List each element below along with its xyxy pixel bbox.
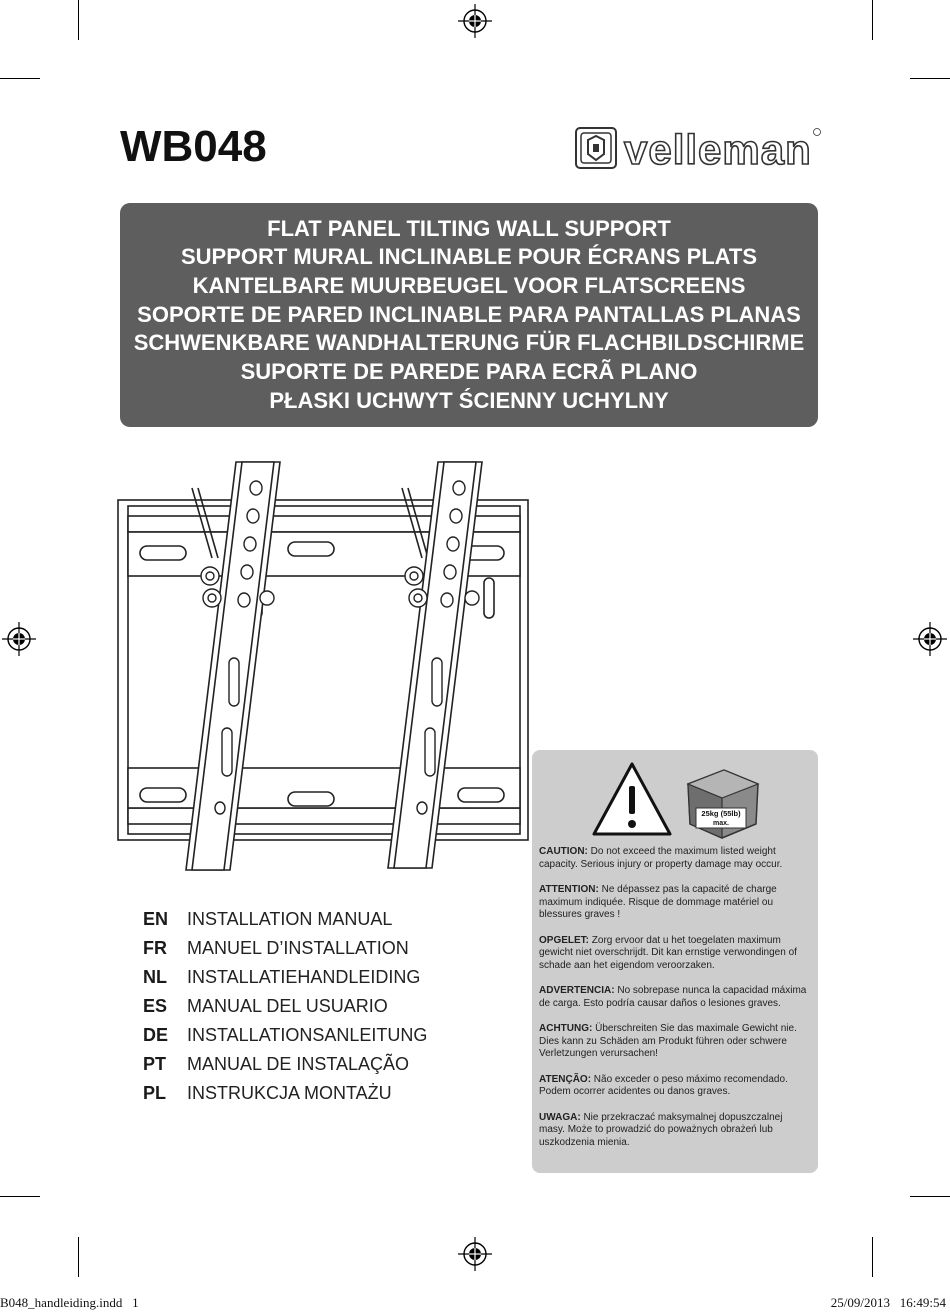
warning-label: CAUTION: bbox=[539, 846, 588, 857]
warning-body: Do not exceed the maximum listed weight capacity. Serious injury or property damage may occur. bbox=[539, 846, 783, 870]
crop-mark bbox=[872, 0, 873, 40]
language-item bbox=[143, 1021, 427, 1050]
language-code: EN bbox=[143, 909, 169, 929]
warning-body: No sobrepase nunca la capacidad máxima de carga. Esto podría causar daños o lesiones graves. bbox=[539, 985, 807, 1009]
title-line-pt: SUPORTE DE PAREDE PARA ECRÃ PLANO bbox=[240, 359, 698, 385]
crop-mark bbox=[910, 78, 950, 79]
weight-box-icon bbox=[688, 770, 758, 838]
crop-mark bbox=[78, 1237, 79, 1277]
title-line-fr: SUPPORT MURAL INCLINABLE POUR ÉCRANS PLATS bbox=[180, 244, 758, 270]
crop-mark bbox=[910, 1196, 950, 1197]
language-item bbox=[143, 905, 427, 934]
weight-limit-text: 25kg (55lb) bbox=[701, 809, 741, 818]
wall-bracket-illustration bbox=[112, 458, 537, 878]
language-title: INSTRUKCJA MONTAŻU bbox=[187, 1083, 392, 1103]
title-line-pl: PŁASKI UCHWYT ŚCIENNY UCHYLNY bbox=[269, 387, 669, 413]
warning-item bbox=[539, 846, 811, 871]
language-title: MANUAL DEL USUARIO bbox=[187, 996, 388, 1016]
language-item bbox=[143, 1079, 427, 1108]
language-title: MANUAL DE INSTALAÇÃO bbox=[187, 1054, 410, 1074]
warning-body: Não exceder o peso máximo recomendado. Podem ocorrer acidentes ou danos graves. bbox=[539, 1073, 788, 1097]
language-item bbox=[143, 934, 427, 963]
warning-label: OPGELET: bbox=[539, 934, 590, 946]
warning-text-list bbox=[539, 846, 811, 1162]
model-number: WB048 bbox=[120, 122, 267, 171]
registration-mark-icon bbox=[913, 622, 947, 656]
language-code: FR bbox=[143, 938, 167, 958]
language-title: INSTALLATIONSANLEITUNG bbox=[187, 1025, 428, 1045]
warning-item bbox=[539, 985, 811, 1010]
warning-label: ATTENTION: bbox=[539, 884, 599, 895]
warning-item bbox=[539, 935, 811, 973]
language-title: INSTALLATION MANUAL bbox=[187, 909, 393, 929]
language-list bbox=[143, 905, 427, 1108]
warning-triangle-icon bbox=[594, 764, 670, 834]
warning-panel bbox=[532, 750, 818, 1173]
warning-label: ATENÇÃO: bbox=[539, 1073, 592, 1085]
warning-item bbox=[539, 1023, 811, 1061]
warning-icons bbox=[532, 760, 818, 840]
registration-mark-icon bbox=[458, 1237, 492, 1271]
registration-mark-icon bbox=[458, 4, 492, 38]
brand-name: velleman bbox=[624, 126, 812, 172]
title-line-nl: KANTELBARE MUURBEUGEL VOOR FLATSCREENS bbox=[192, 272, 746, 298]
language-code: PT bbox=[143, 1054, 167, 1074]
warning-label: UWAGA: bbox=[539, 1111, 581, 1123]
crop-mark bbox=[78, 0, 79, 40]
language-code: DE bbox=[143, 1025, 169, 1045]
crop-mark bbox=[872, 1237, 873, 1277]
crop-mark bbox=[0, 1196, 40, 1197]
warning-item bbox=[539, 1112, 811, 1150]
warning-item bbox=[539, 1074, 811, 1099]
warning-label: ACHTUNG: bbox=[539, 1023, 593, 1034]
warning-body: Zorg ervoor dat u het toegelaten maximum gewicht niet overschrijdt. Dit kan ernstige verwondingen of schade aan het eigendom veroorzaken. bbox=[539, 934, 797, 971]
footer-filename: B048_handleiding.indd 1 bbox=[0, 1295, 139, 1310]
registration-mark-icon bbox=[2, 622, 36, 656]
language-code: NL bbox=[143, 967, 167, 987]
title-banner bbox=[120, 203, 818, 427]
weight-limit-max: max. bbox=[713, 820, 729, 827]
language-title: MANUEL D’INSTALLATION bbox=[187, 938, 409, 958]
footer-timestamp: 25/09/2013 16:49:54 bbox=[830, 1295, 946, 1310]
title-line-en: FLAT PANEL TILTING WALL SUPPORT bbox=[267, 215, 671, 241]
language-item bbox=[143, 992, 427, 1021]
warning-body: Ne dépassez pas la capacité de charge maximum indiquée. Risque de dommage matériel ou blessures graves ! bbox=[539, 884, 777, 920]
title-line-de: SCHWENKBARE WANDHALTERUNG FÜR FLACHBILDSCHIRME bbox=[133, 330, 805, 356]
crop-mark bbox=[0, 78, 40, 79]
velleman-logo bbox=[574, 124, 822, 172]
language-code: PL bbox=[143, 1083, 167, 1103]
warning-body: Überschreiten Sie das maximale Gewicht nie. Dies kann zu Schäden am Produkt führen oder schwere Verletzungen verursachen! bbox=[539, 1023, 797, 1059]
title-line-es: SOPORTE DE PARED INCLINABLE PARA PANTALLAS PLANAS bbox=[137, 301, 801, 327]
language-title: INSTALLATIEHANDLEIDING bbox=[187, 967, 421, 987]
language-item bbox=[143, 1050, 427, 1079]
language-code: ES bbox=[143, 996, 168, 1016]
language-item bbox=[143, 963, 427, 992]
warning-body: Nie przekraczać maksymalnej dopuszczalnej masy. Może to prowadzić do poważnych obrażeń lub uszkodzenia mienia. bbox=[539, 1111, 783, 1148]
warning-item bbox=[539, 884, 811, 922]
warning-label: ADVERTENCIA: bbox=[539, 985, 615, 996]
